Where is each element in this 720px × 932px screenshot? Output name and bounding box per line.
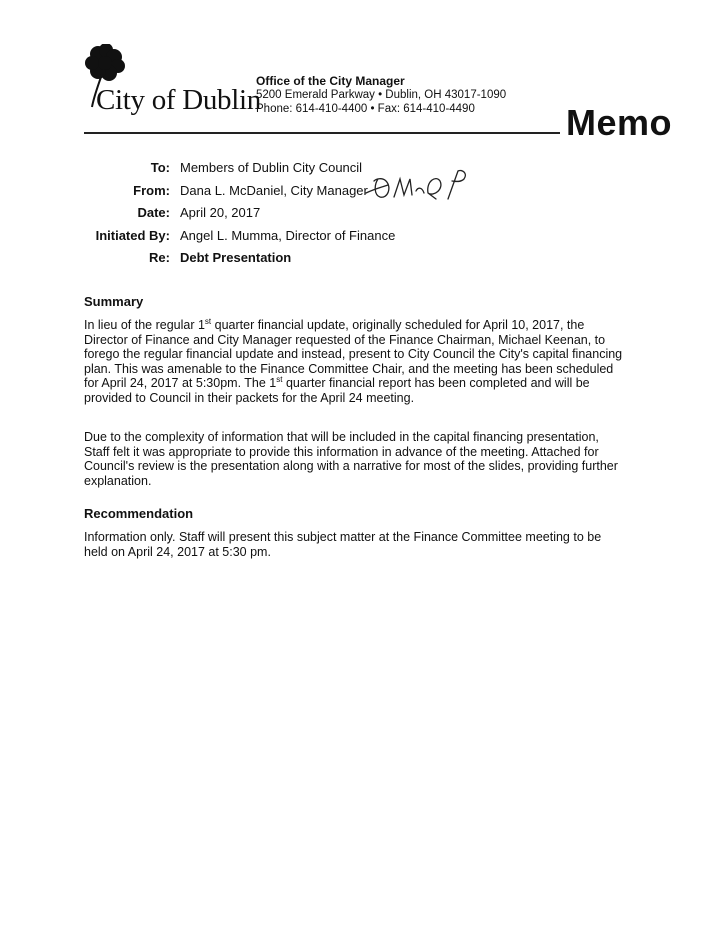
summary-p1-line-4: plan. This was amenable to the Finance Committee Chair, and the meeting has been scheduled (84, 361, 614, 376)
recommendation-heading: Recommendation (84, 506, 194, 521)
office-address: 5200 Emerald Parkway • Dublin, OH 43017-1090 (256, 89, 507, 101)
initiated-by-label: Initiated By: (95, 227, 170, 243)
office-title: Office of the City Manager (256, 74, 405, 88)
re-value: Debt Presentation (180, 250, 292, 265)
text-run: In lieu of the regular 1 (84, 318, 205, 332)
initiated-by-value: Angel L. Mumma, Director of Finance (180, 227, 396, 243)
from-value: Dana L. McDaniel, City Manager (180, 182, 368, 198)
office-phone-fax: Phone: 614-410-4400 • Fax: 614-410-4490 (256, 103, 475, 115)
summary-p1-line-2: Director of Finance and City Manager requested of the Finance Chairman, Michael Keenan, to (84, 332, 606, 347)
superscript: st (276, 375, 283, 385)
recommendation-line-1: Information only. Staff will present this subject matter at the Finance Committee meeting to be (84, 530, 602, 544)
summary-p2-line-4: explanation. (84, 473, 152, 488)
re-label: Re: (149, 250, 170, 265)
superscript: st (204, 316, 212, 326)
text-run: quarter financial report has been completed and will be (282, 376, 590, 391)
city-logo (84, 44, 261, 120)
to-value: Members of Dublin City Council (180, 160, 363, 175)
to-label: To: (150, 160, 170, 175)
summary-p2-line-3: Council's review is the presentation along with a narrative for most of the slides, providing further (84, 459, 618, 474)
recommendation-paragraph (84, 530, 644, 559)
summary-p1-line-6: provided to Council in their packets for the April 24 meeting. (84, 390, 415, 405)
summary-paragraph-2 (84, 430, 644, 488)
text-run: for April 24, 2017 at 5:30pm. The 1 (84, 376, 277, 391)
text-run: quarter financial update, originally scheduled for April 10, 2017, the (211, 318, 585, 332)
recommendation-line-2: held on April 24, 2017 at 5:30 pm. (84, 544, 271, 559)
header-divider (84, 132, 560, 134)
from-label: From: (133, 182, 170, 198)
summary-p1-line-3: forego the regular financial update and instead, present to City Council the City's capital financing (84, 347, 623, 362)
logo-text: City of Dublin (96, 84, 261, 116)
handwritten-signature (364, 167, 476, 205)
summary-p2-line-2: Staff felt it was appropriate to provide this information in advance of the meeting. Attached for (84, 444, 599, 459)
summary-p2-line-1: Due to the complexity of information that will be included in the capital financing presentation, (84, 430, 599, 444)
office-block (256, 74, 506, 116)
date-value: April 20, 2017 (180, 205, 261, 220)
date-label: Date: (137, 205, 170, 220)
summary-paragraph-1 (84, 318, 644, 406)
summary-heading: Summary (84, 294, 144, 309)
summary-p1-line-5 (84, 376, 644, 391)
summary-p1-line-1 (84, 318, 644, 333)
memo-title: Memo (566, 102, 673, 143)
